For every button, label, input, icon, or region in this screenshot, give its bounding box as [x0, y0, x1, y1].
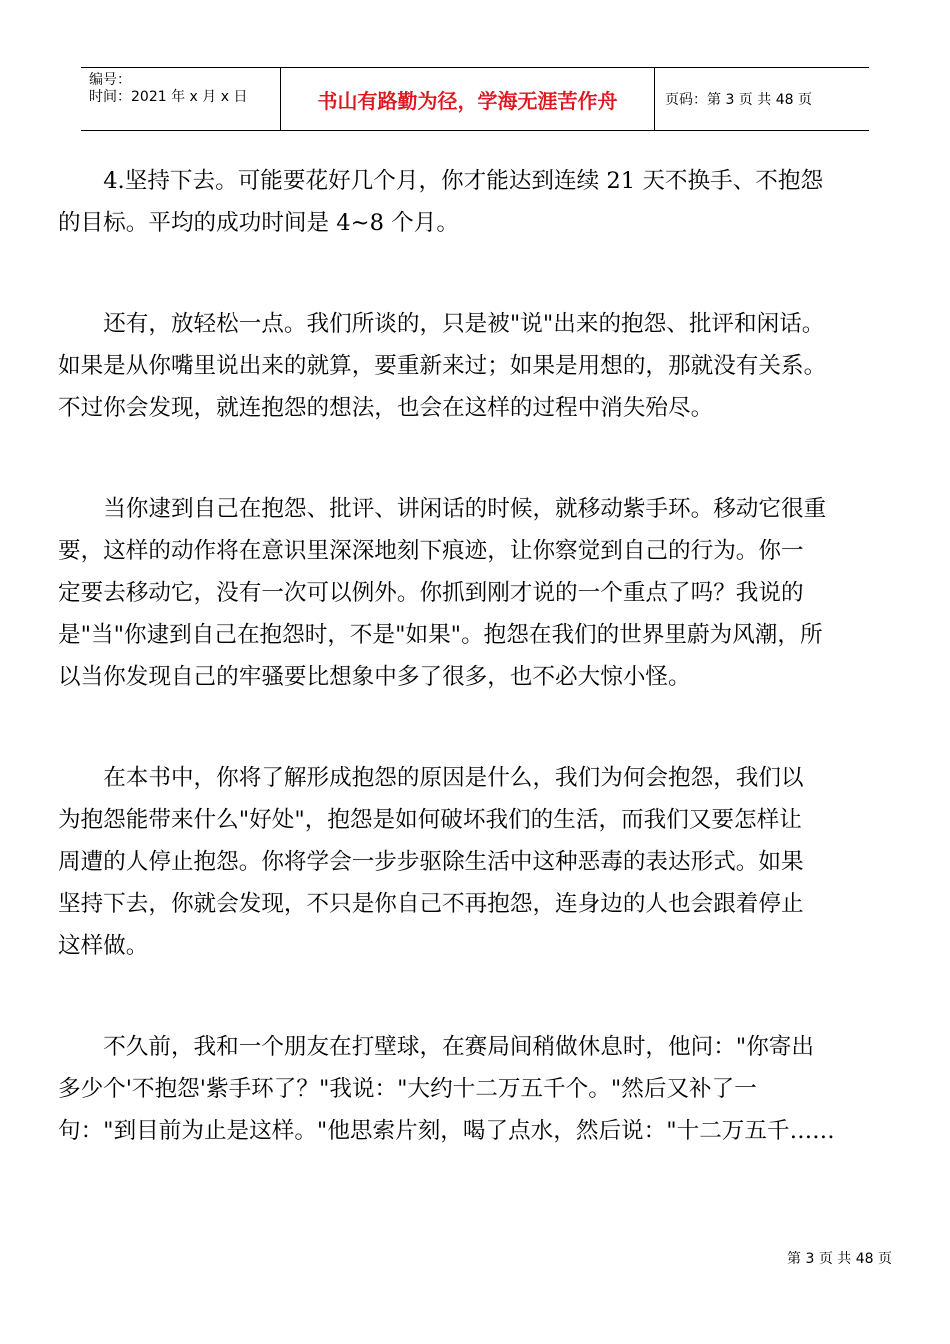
- paragraph-line: 当你逮到自己在抱怨、批评、讲闲话的时候，就移动紫手环。移动它很重: [103, 496, 827, 522]
- paragraph-line: 不久前，我和一个朋友在打壁球，在赛局间稍做休息时，他问："你寄出: [103, 1034, 814, 1060]
- paragraph-line: 周遭的人停止抱怨。你将学会一步步驱除生活中这种恶毒的表达形式。如果: [58, 849, 804, 875]
- paragraph-line: 这样做。: [58, 933, 149, 959]
- paragraph-5: [58, 1026, 894, 1152]
- paragraph-line: 为抱怨能带来什么"好处"，抱怨是如何破坏我们的生活，而我们又要怎样让: [58, 807, 802, 833]
- document-date: 时间：2021 年 x 月 x 日: [89, 89, 248, 105]
- page-header: [81, 67, 869, 131]
- page-footer: 第 3 页 共 48 页: [787, 1251, 892, 1267]
- paragraph-4: [58, 757, 894, 967]
- paragraph-line: 坚持下去，你就会发现，不只是你自己不再抱怨，连身边的人也会跟着停止: [58, 891, 804, 917]
- paragraph-line: 定要去移动它，没有一次可以例外。你抓到刚才说的一个重点了吗？我说的: [58, 580, 804, 606]
- paragraph-line: 是"当"你逮到自己在抱怨时，不是"如果"。抱怨在我们的世界里蔚为风潮，所: [58, 622, 823, 648]
- paragraph-line: 如果是从你嘴里说出来的就算，要重新来过；如果是用想的，那就没有关系。: [58, 353, 827, 379]
- paragraph-line: 要，这样的动作将在意识里深深地刻下痕迹，让你察觉到自己的行为。你一: [58, 538, 804, 564]
- header-motto: 书山有路勤为径，学海无涯苦作舟: [281, 68, 655, 130]
- paragraph-line: 以当你发现自己的牢骚要比想象中多了很多，也不必大惊小怪。: [58, 664, 691, 690]
- paragraph-line: 不过你会发现，就连抱怨的想法，也会在这样的过程中消失殆尽。: [58, 395, 714, 421]
- paragraph-2: [58, 303, 894, 429]
- paragraph-1: [58, 160, 894, 244]
- paragraph-3: [58, 488, 894, 698]
- paragraph-line: 句："到目前为止是这样。"他思索片刻，喝了点水，然后说："十二万五千……: [58, 1118, 835, 1144]
- document-number-label: 编号：: [89, 72, 131, 88]
- header-meta: [81, 68, 281, 130]
- header-page-info: 页码：第 3 页 共 48 页: [665, 92, 812, 108]
- paragraph-line: 多少个'不抱怨'紫手环了？"我说："大约十二万五千个。"然后又补了一: [58, 1076, 757, 1102]
- paragraph-line: 的目标。平均的成功时间是 4~8 个月。: [58, 210, 459, 236]
- paragraph-line: 4.坚持下去。可能要花好几个月，你才能达到连续 21 天不换手、不抱怨: [103, 168, 824, 194]
- paragraph-line: 还有，放轻松一点。我们所谈的，只是被"说"出来的抱怨、批评和闲话。: [103, 311, 825, 337]
- document-body: [58, 160, 894, 1211]
- paragraph-line: 在本书中，你将了解形成抱怨的原因是什么，我们为何会抱怨，我们以: [103, 765, 804, 791]
